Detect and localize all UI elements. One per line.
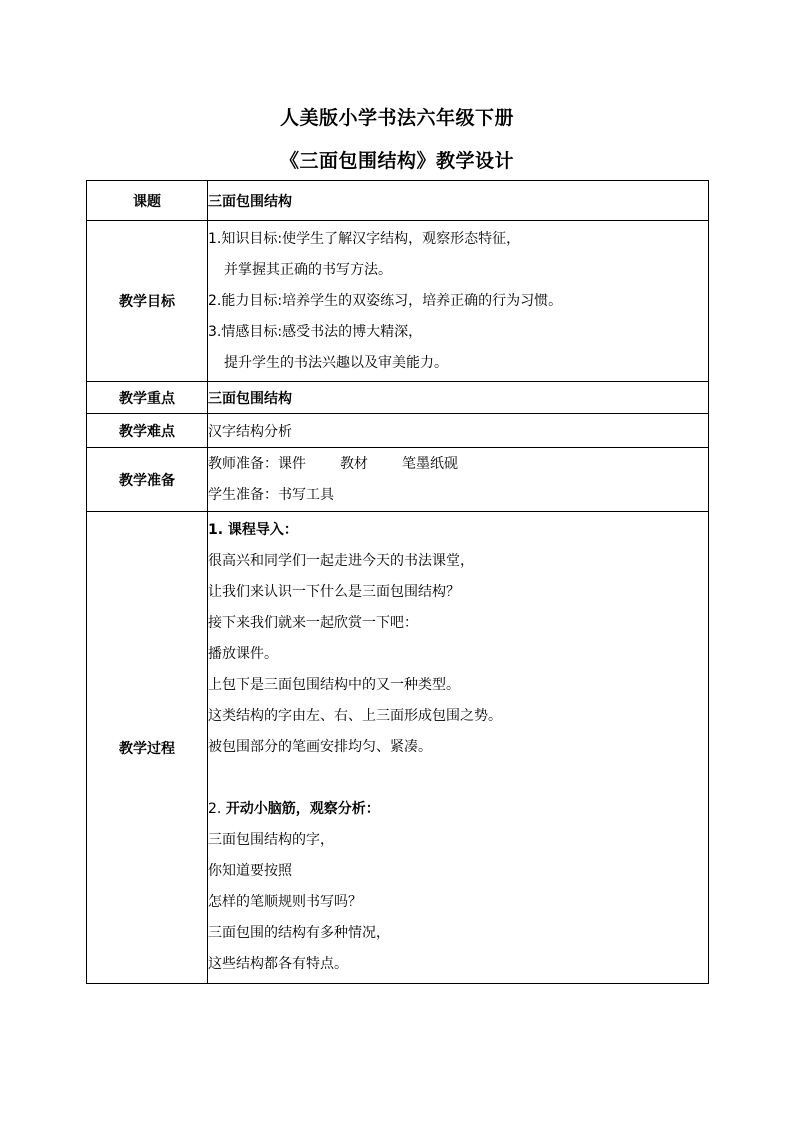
label-key-point: 教学重点 — [87, 382, 208, 414]
document-title-line2: 《三面包围结构》教学设计 — [279, 150, 514, 172]
process-section2-title — [208, 794, 708, 825]
document-title-line1: 人美版小学书法六年级下册 — [279, 107, 514, 129]
process-section1-title: 1. 课程导入： — [208, 522, 298, 538]
process-line: 接下来我们就来一起欣赏一下吧： — [208, 615, 418, 631]
section2-number: 2. — [208, 801, 222, 817]
goal-line: 1.知识目标:使学生了解汉字结构，观察形态特征， — [208, 230, 521, 247]
row-preparation — [87, 448, 709, 512]
lesson-plan-table — [86, 180, 709, 984]
student-preparation: 学生准备：书写工具 — [208, 486, 334, 503]
process-line: 三面包围结构的字， — [208, 832, 334, 848]
label-topic: 课题 — [87, 181, 208, 221]
teacher-prep-item: 笔墨纸砚 — [402, 455, 458, 472]
process-line: 让我们来认识一下什么是三面包围结构？ — [208, 584, 460, 600]
row-difficulty — [87, 414, 709, 448]
value-difficulty: 汉字结构分析 — [208, 414, 709, 448]
process-line: 播放课件。 — [208, 646, 278, 662]
row-topic — [87, 181, 709, 221]
teacher-preparation — [208, 449, 708, 480]
row-goals — [87, 221, 709, 382]
value-key-point — [208, 382, 709, 414]
row-key-point — [87, 382, 709, 414]
teacher-prep-label: 教师准备：课件 — [208, 455, 306, 472]
process-line: 这些结构都各有特点。 — [208, 956, 348, 972]
goal-line: 提升学生的书法兴趣以及审美能力。 — [224, 354, 448, 371]
process-line: 被包围部分的笔画安排均匀、紧凑。 — [208, 739, 432, 755]
process-line: 你知道要按照 — [208, 863, 292, 879]
label-difficulty: 教学难点 — [87, 414, 208, 448]
value-process — [208, 512, 709, 984]
label-goals: 教学目标 — [87, 221, 208, 382]
topic-text: 三面包围结构 — [208, 193, 292, 210]
row-process — [87, 512, 709, 984]
section2-title-text: 开动小脑筋，观察分析： — [225, 801, 380, 817]
goal-line: 3.情感目标:感受书法的博大精深， — [208, 323, 423, 340]
process-line: 三面包围的结构有多种情况， — [208, 925, 390, 941]
process-line: 上包下是三面包围结构中的又一种类型。 — [208, 677, 460, 693]
process-line: 很高兴和同学们一起走进今天的书法课堂， — [208, 553, 474, 569]
value-goals — [208, 221, 709, 382]
key-point-text: 三面包围结构 — [208, 390, 292, 407]
label-process: 教学过程 — [87, 512, 208, 984]
label-preparation: 教学准备 — [87, 448, 208, 512]
value-topic — [208, 181, 709, 221]
goal-line: 并掌握其正确的书写方法。 — [224, 261, 392, 278]
teacher-prep-item: 教材 — [340, 455, 368, 472]
goal-line: 2.能力目标:培养学生的双姿练习，培养正确的行为习惯。 — [208, 292, 563, 309]
process-line: 怎样的笔顺规则书写吗？ — [208, 894, 362, 910]
process-line: 这类结构的字由左、右、上三面形成包围之势。 — [208, 708, 502, 724]
value-preparation — [208, 448, 709, 512]
